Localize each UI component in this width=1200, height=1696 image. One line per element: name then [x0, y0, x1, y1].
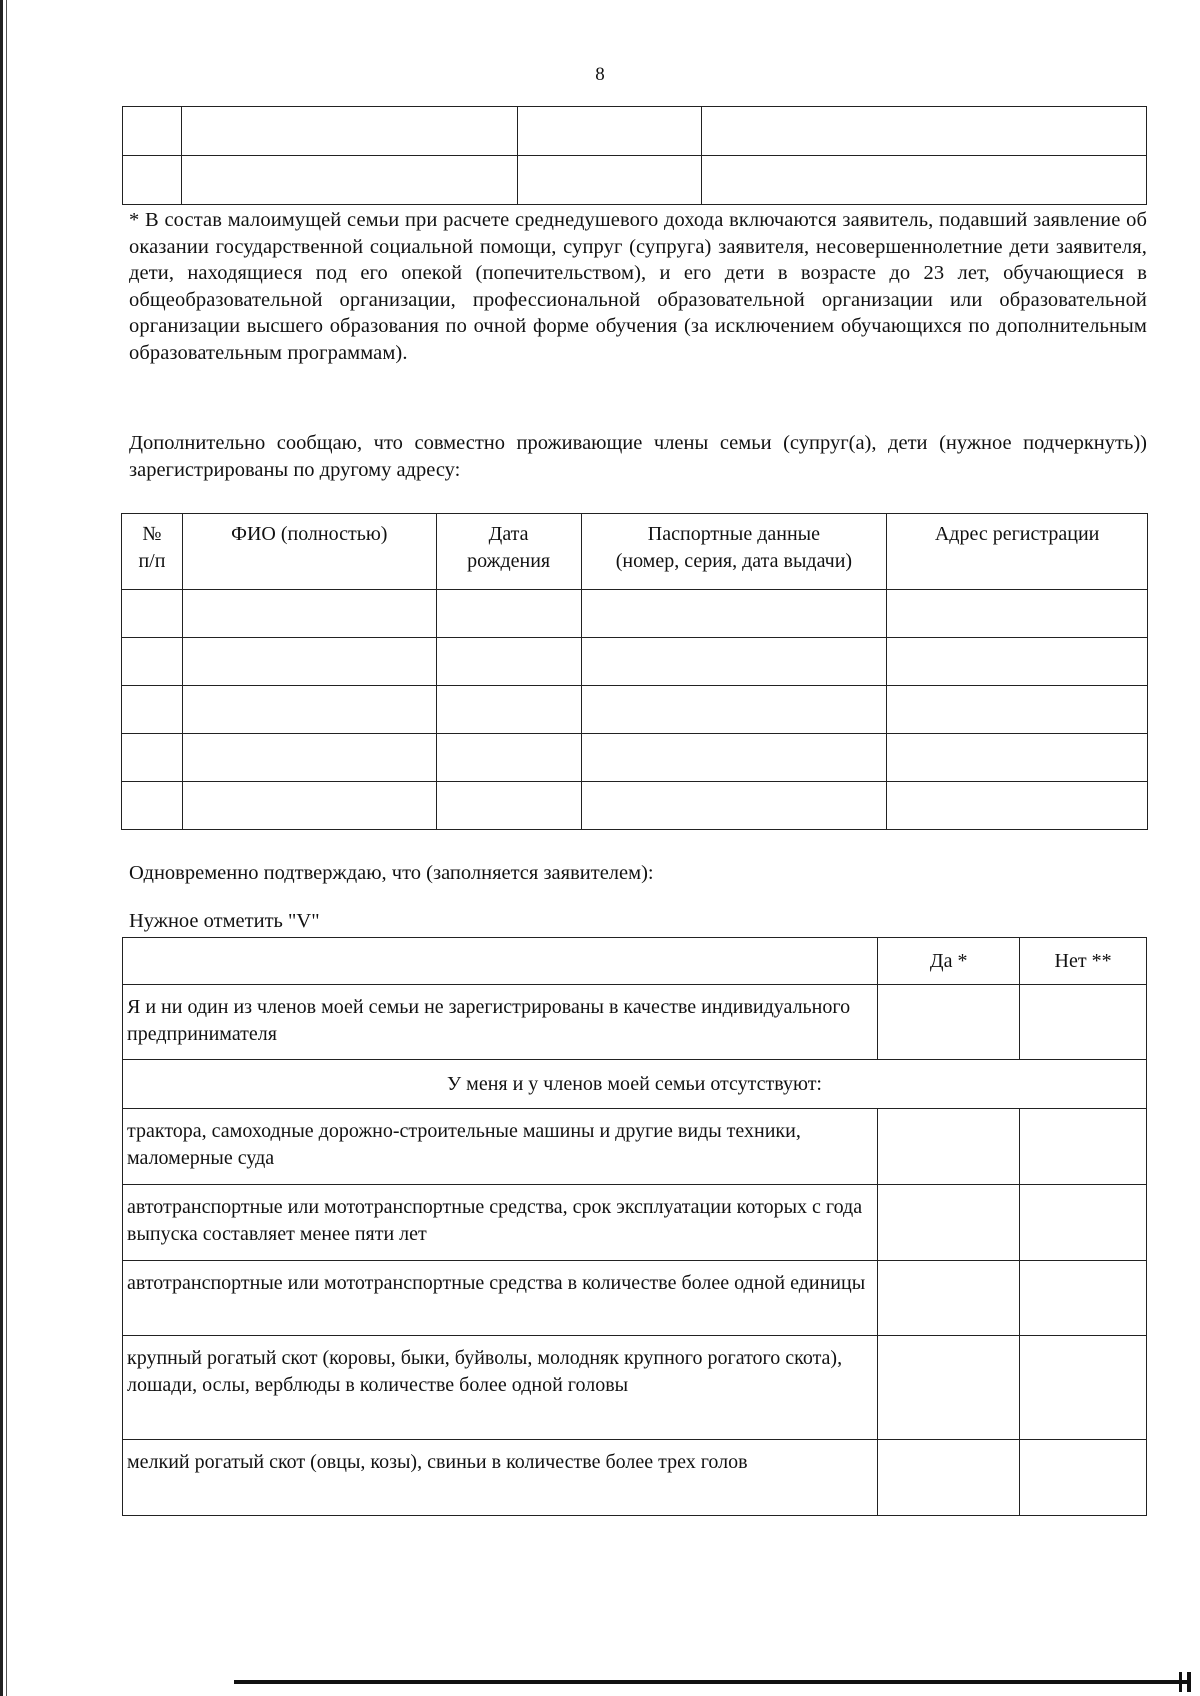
table-cell[interactable] [436, 638, 581, 686]
no-checkbox-cell[interactable] [1020, 985, 1147, 1060]
table-cell[interactable] [181, 156, 517, 205]
table-header-row [123, 938, 1147, 985]
table-cell[interactable] [887, 782, 1148, 830]
column-header-fio [182, 514, 436, 590]
statement-ip: Я и ни один из членов моей семьи не зарегистрированы в качестве индивидуального предпринимателя [123, 985, 878, 1060]
statement-item: трактора, самоходные дорожно-строительные машины и другие виды техники, маломерные суда [123, 1109, 878, 1185]
table-row [123, 985, 1147, 1060]
table-cell[interactable] [581, 590, 887, 638]
top-continuation-table [122, 106, 1147, 205]
table-cell[interactable] [887, 734, 1148, 782]
table-cell[interactable] [517, 107, 702, 156]
additional-members-paragraph: Дополнительно сообщаю, что совместно проживающие члены семьи (супруг(а), дети (нужное подчеркнуть)) зарегистрированы по другому адресу: [129, 432, 1147, 481]
yes-checkbox-cell[interactable] [878, 1336, 1020, 1440]
table-cell[interactable] [436, 782, 581, 830]
table-row [123, 156, 1147, 205]
table-cell[interactable] [517, 156, 702, 205]
table-cell[interactable] [581, 638, 887, 686]
table-cell[interactable] [182, 782, 436, 830]
table-cell[interactable] [182, 638, 436, 686]
table-cell[interactable] [182, 734, 436, 782]
table-cell[interactable] [887, 686, 1148, 734]
table-cell[interactable] [123, 156, 182, 205]
table-cell[interactable] [436, 734, 581, 782]
column-header-yes: Да * [878, 938, 1020, 985]
column-header-birth-date [436, 514, 581, 590]
page-number: 8 [595, 64, 605, 85]
table-row [122, 782, 1148, 830]
table-row [122, 590, 1148, 638]
mark-instruction: Нужное отметить "V" [129, 910, 320, 932]
statement-item: автотранспортные или мототранспортные средства в количестве более одной единицы [123, 1261, 878, 1336]
table-cell[interactable] [887, 590, 1148, 638]
no-checkbox-cell[interactable] [1020, 1109, 1147, 1185]
table-cell[interactable] [122, 782, 183, 830]
table-row [123, 1185, 1147, 1261]
header-text: (номер, серия, дата выдачи) [615, 550, 853, 572]
header-text: рождения [467, 550, 551, 572]
table-cell[interactable] [436, 686, 581, 734]
table-cell[interactable] [887, 638, 1148, 686]
table-row [123, 107, 1147, 156]
table-cell[interactable] [702, 156, 1147, 205]
yes-checkbox-cell[interactable] [878, 1440, 1020, 1516]
no-checkbox-cell[interactable] [1020, 1261, 1147, 1336]
confirmation-intro: Одновременно подтверждаю, что (заполняется заявителем): [129, 862, 654, 884]
table-row [123, 1440, 1147, 1516]
table-row [122, 734, 1148, 782]
table-row [123, 1109, 1147, 1185]
no-checkbox-cell[interactable] [1020, 1440, 1147, 1516]
table-cell[interactable] [702, 107, 1147, 156]
table-header-row [122, 514, 1148, 590]
yes-checkbox-cell[interactable] [878, 1185, 1020, 1261]
table-cell[interactable] [182, 590, 436, 638]
table-row [123, 1261, 1147, 1336]
scan-edge [0, 0, 3, 1696]
header-text: ФИО (полностью) [231, 523, 388, 545]
no-checkbox-cell[interactable] [1020, 1336, 1147, 1440]
column-header-passport [581, 514, 887, 590]
table-row [122, 638, 1148, 686]
table-cell[interactable] [581, 686, 887, 734]
statement-item: мелкий рогатый скот (овцы, козы), свиньи в количестве более трех голов [123, 1440, 878, 1516]
table-row [123, 1336, 1147, 1440]
table-cell[interactable] [181, 107, 517, 156]
table-cell[interactable] [122, 590, 183, 638]
confirmation-table [122, 937, 1147, 1516]
no-checkbox-cell[interactable] [1020, 1185, 1147, 1261]
table-row [122, 686, 1148, 734]
statement-item: крупный рогатый скот (коровы, быки, буйволы, молодняк крупного рогатого скота), лошади, ослы, верблюды в количестве более одной головы [123, 1336, 878, 1440]
yes-checkbox-cell[interactable] [878, 1109, 1020, 1185]
column-header-statement [123, 938, 878, 985]
header-text: Дата [488, 523, 529, 545]
scan-edge-line [6, 0, 7, 1696]
scan-edge-mark [1179, 1672, 1182, 1692]
yes-checkbox-cell[interactable] [878, 985, 1020, 1060]
family-members-table [121, 513, 1148, 830]
column-header-address [887, 514, 1148, 590]
table-cell[interactable] [581, 734, 887, 782]
column-header-number [122, 514, 183, 590]
column-header-no: Нет ** [1020, 938, 1147, 985]
table-section-row [123, 1060, 1147, 1109]
table-cell[interactable] [122, 638, 183, 686]
table-cell[interactable] [581, 782, 887, 830]
scan-edge-mark [1187, 1672, 1191, 1692]
table-cell[interactable] [122, 686, 183, 734]
header-text: п/п [138, 550, 166, 572]
yes-checkbox-cell[interactable] [878, 1261, 1020, 1336]
scan-bottom-rule [234, 1680, 1190, 1684]
statement-item: автотранспортные или мототранспортные средства, срок эксплуатации которых с года выпуска составляет менее пяти лет [123, 1185, 878, 1261]
section-title: У меня и у членов моей семьи отсутствуют: [123, 1060, 1147, 1109]
header-text: Адрес регистрации [934, 523, 1100, 545]
table-cell[interactable] [436, 590, 581, 638]
family-composition-footnote: * В состав малоимущей семьи при расчете среднедушевого дохода включаются заявитель, подавший заявление об оказании государственной социальной помощи, супруг (супруга) заявителя, несовершеннолетние дети заявителя, дети, находящиеся под его опекой (попечительством), и его дети в возрасте до 23 лет, обучающиеся в общеобразовательной организации, профессиональной образовательной организации или образовательной организации высшего образования по очной форме обучения (за исключением обучающихся по дополнительным образовательным программам). [129, 209, 1147, 364]
table-cell[interactable] [122, 734, 183, 782]
table-cell[interactable] [123, 107, 182, 156]
header-text: Паспортные данные [647, 523, 820, 545]
table-cell[interactable] [182, 686, 436, 734]
header-text: № [142, 523, 162, 545]
